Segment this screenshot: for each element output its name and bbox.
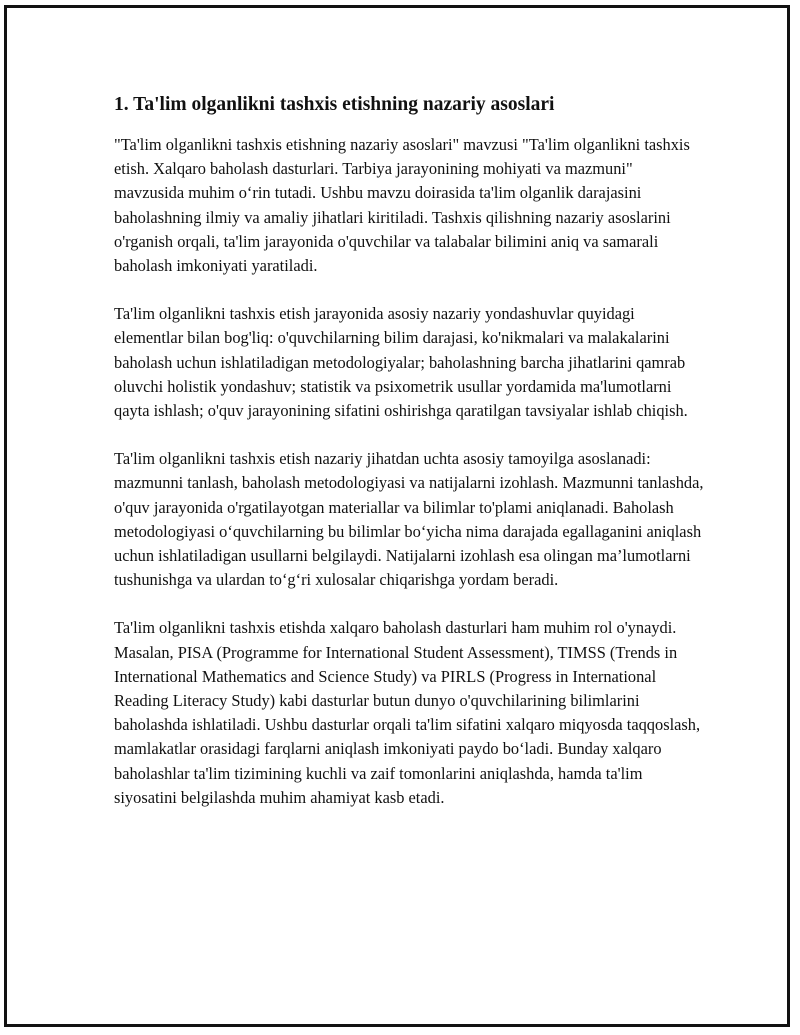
paragraph-4: Ta'lim olganlikni tashxis etishda xalqaro baholash dasturlari ham muhim rol o'ynaydi. Masalan, PISA (Programme for International Student Assessment), TIMSS (Trends in International Mathematics and Science Study) va PIRLS (Progress in International Reading Literacy Study) kabi dasturlar butun dunyo o'quvchilarining bilimlarini baholashda ishlatiladi. Ushbu dasturlar orqali ta'lim sifatini xalqaro miqyosda taqqoslash, mamlakatlar orasidagi farqlarni aniqlash imkoniyati paydo bo‘ladi. Bunday xalqaro baholashlar ta'lim tizimining kuchli va zaif tomonlarini aniqlashda, hamda ta'lim siyosatini belgilashda muhim ahamiyat kasb etadi. bbox=[114, 618, 701, 807]
section-heading: 1. Ta'lim olganlikni tashxis etishning nazariy asoslari bbox=[114, 94, 555, 115]
document-body bbox=[114, 92, 704, 810]
paragraph-2: Ta'lim olganlikni tashxis etish jarayonida asosiy nazariy yondashuvlar quyidagi elementlar bilan bog'liq: o'quvchilarning bilim darajasi, ko'nikmalari va malakalarini baholash uchun ishlatiladigan metodologiyalar; baholashning barcha jihatlarini qamrab oluvchi holistik yondashuv; statistik va psixometrik usullar yordamida ma'lumotlarni qayta ishlash; o'quv jarayonining sifatini oshirishga qaratilgan tavsiyalar ishlab chiqish. bbox=[114, 304, 688, 421]
paragraph-3: Ta'lim olganlikni tashxis etish nazariy jihatdan uchta asosiy tamoyilga asoslanadi: mazmunni tanlash, baholash metodologiyasi va natijalarni izohlash. Mazmunni tanlashda, o'quv jarayonida o'rgatilayotgan materiallar va bilimlar to'plami aniqlanadi. Baholash metodologiyasi o‘quvchilarning bu bilimlar bo‘yicha nima darajada egallaganini aniqlash uchun ishlatiladigan usullarni belgilaydi. Natijalarni izohlash esa olingan ma’lumotlarni tushunishga va ulardan to‘g‘ri xulosalar chiqarishga yordam beradi. bbox=[114, 449, 704, 590]
paragraph-1: "Ta'lim olganlikni tashxis etishning nazariy asoslari" mavzusi "Ta'lim olganlikni tashxis etish. Xalqaro baholash dasturlari. Tarbiya jarayonining mohiyati va mazmuni" mavzusida muhim o‘rin tutadi. Ushbu mavzu doirasida ta'lim olganlik darajasini baholashning ilmiy va amaliy jihatlari kiritiladi. Tashxis qilishning nazariy asoslarini o'rganish orqali, ta'lim jarayonida o'quvchilar va talabalar bilimini aniq va samarali baholash imkoniyati yaratiladi. bbox=[114, 135, 690, 276]
